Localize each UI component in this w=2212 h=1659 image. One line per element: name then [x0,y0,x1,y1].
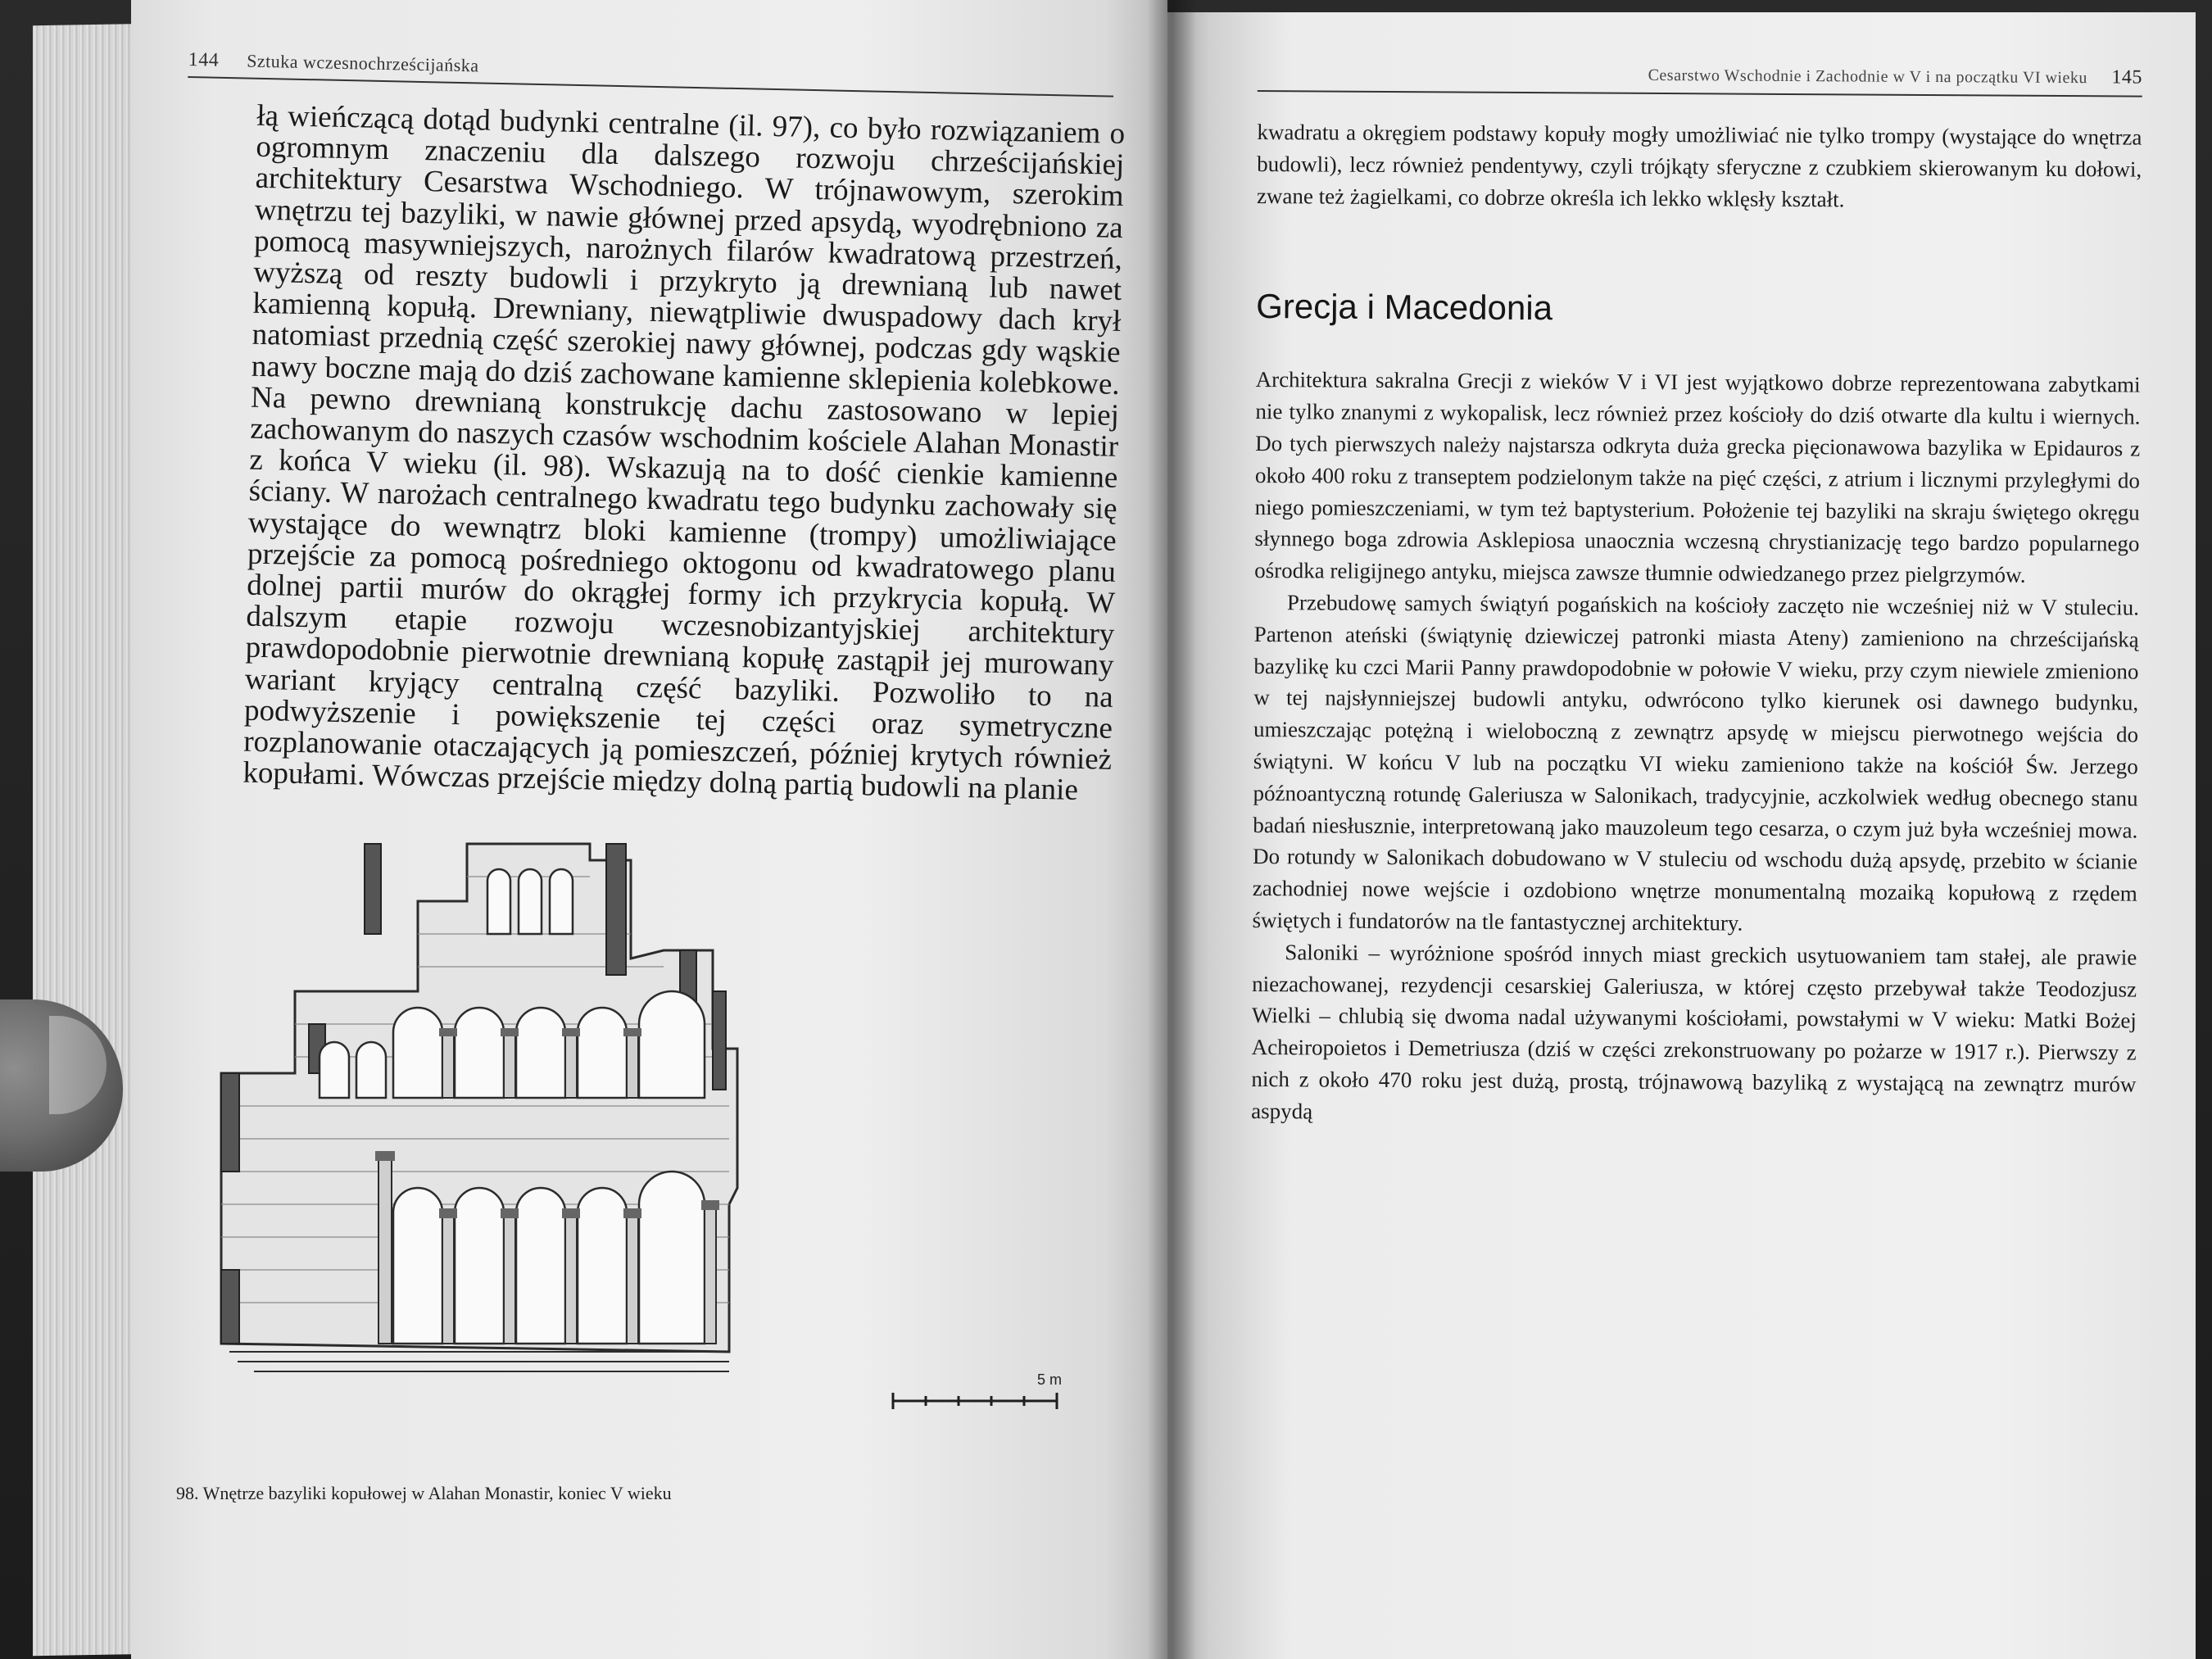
paragraph-1: Architektura sakralna Grecji z wieków V i VI jest wyjątkowo dobrze reprezentowana zabytkami nie tylko znanymi z wykopalisk, lecz również przez kościoły do dziś otwarte dla kultu i wiernych. Do tych pierwszych należy najstarsza odkryta duża grecka pięcionawowa bazylika w Epidauros z około 400 roku z transeptem podzielonym także na pięć części, z atrium i licznymi przyległymi do niego pomieszczeniami, w tym też baptysterium. Położenie tej bazyliki na skraju świętego okręgu słynnego boga zdrowia Asklepiosa unaocznia wczesną chrystianizację tego bardzo popularnego ośrodka religijnego antyku, miejsca zawsze tłumnie odwiedzanego przez pielgrzymów. [1254,367,2141,587]
left-page [131,0,1167,1659]
paragraph-2: Przebudowę samych świątyń pogańskich na kościoły zaczęto nie wcześniej niż w V stuleciu. Partenon ateński (świątynię dziewiczej patronki miasta Ateny) zamieniono na chrześcijańską bazylikę ku czci Marii Panny prawdopodobnie w połowie V wieku, przy czym niewiele zmieniono w tej najsłynniejszej budowli antyku, odwrócono tylko kierunek osi dawnego budynku, umieszczając potężną i wieloboczną z zewnątrz apsydę w miejscu pierwotnego wejścia do świątyni. W końcu V lub na początku VI wieku zamieniono także na kościół Św. Jerzego późnoantyczną rotundę Galeriusza w Salonikach, tradycyjnie, aczkolwiek według obecnego stanu badań niesłusznie, interpretowaną jako mauzoleum tego cesarza, o czym już była wcześniej mowa. Do rotundy w Salonikach dobudowano w V stuleciu od wschodu dużą apsydę, przebito w ścianie zachodniej nowe wejście i ozdobiono wnętrze monumentalną mozaiką kopułową z rzędem świętych i fundatorów na tle fantastycznej architektury. [1252,590,2140,936]
right-running-head: Cesarstwo Wschodnie i Zachodnie w V i na początku VI wieku [1648,66,2087,88]
right-page-number: 145 [2111,66,2142,88]
intro-paragraph: kwadratu a okręgiem podstawy kopuły mogły umożliwiać nie tylko trompy (wystające do wnętrza budowli), lecz również pendentywy, czyli trójkąty sferyczne z czubkiem skierowanym ku dołowi, zwane też żagielkami, co dobrze określa ich lekko wklęsły kształt. [1256,119,2142,211]
basilica-elevation-drawing [205,827,1073,1450]
scale-label: 5 m [1037,1371,1063,1388]
left-page-number: 144 [188,49,220,71]
left-running-head: Sztuka wczesnochrześcijańska [246,50,479,76]
book-gutter [1147,0,1196,1659]
right-page [1167,12,2196,1659]
right-page-content [1251,61,2142,1132]
figure-caption: 98. Wnętrze bazyliki kopułowej w Alahan Monastir, koniec V wieku [176,1483,672,1503]
right-running-header [1258,61,2142,97]
section-title: Grecja i Macedonia [1256,287,1553,328]
left-body-text: łą wieńczącą dotąd budynki centralne (il. 97), co było rozwiązaniem o ogromnym znaczeniu dla dalszego rozwoju chrześcijańskiej architektury Cesarstwa Wschodniego. W trójnawowym, szerokim wnętrzu tej bazyliki, w nawie głównej przed apsydą, wyodrębniono za pomocą masywniejszych, narożnych filarów kwadratową przestrzeń, wyższą od reszty budowli i przykryto ją drewnianą lub nawet kamienną kopułą. Drewniany, niewątpliwie dwuspadowy dach krył natomiast przednią część szerokiej nawy głównej, podczas gdy wąskie nawy boczne mają do dziś zachowane kamienne sklepienia kolebkowe. Na pewno drewnianą konstrukcję dachu zastosowano w lepiej zachowanym do naszych czasów wschodnim kościele Alahan Monastir z końca V wieku (il. 98). Wskazują na to dość cienkie kamienne ściany. W narożach centralnego kwadratu tego budynku zachowały się wystające do wewnątrz bloki kamienne (trompy) umożliwiające przejście za pomocą pośredniego oktogonu od kwadratowego planu dolnej partii murów do okrągłej formy ich przykrycia kopułą. W dalszym etapie rozwoju wczesnobizantyjskiej architektury prawdopodobnie pierwotnie drewnianą kopułę zastąpił jej murowany wariant kryjący centralną część bazyliki. Pozwoliło to na podwyższenie i powiększenie tej części oraz symetryczne rozplanowanie otaczających ją pomieszczeń, później krytych również kopułami. Wówczas przejście między dolną partią budowli na planie [243,98,1126,808]
paragraph-3: Saloniki – wyróżnione spośród innych miast greckich usytuowaniem tam stałej, ale prawie niezachowanej, rezydencji cesarskiej Galeriusza, w której często przebywał także Teodozjusz Wielki – chlubią się dwoma nadal używanymi kościołami, powstałymi w V wieku: Matki Bożej Acheiropoietos i Demetriusza (dziś w części zrekonstruowany po pożarze w 1917 r.). Pierwszy z nich z około 470 roku jest dużą, prostą, trójnawową bazyliką z wystającą na zewnątrz murów aspydą [1251,939,2137,1124]
basilica-illustration [205,827,1073,1450]
left-page-content [172,49,1138,838]
left-running-header [188,49,1113,97]
